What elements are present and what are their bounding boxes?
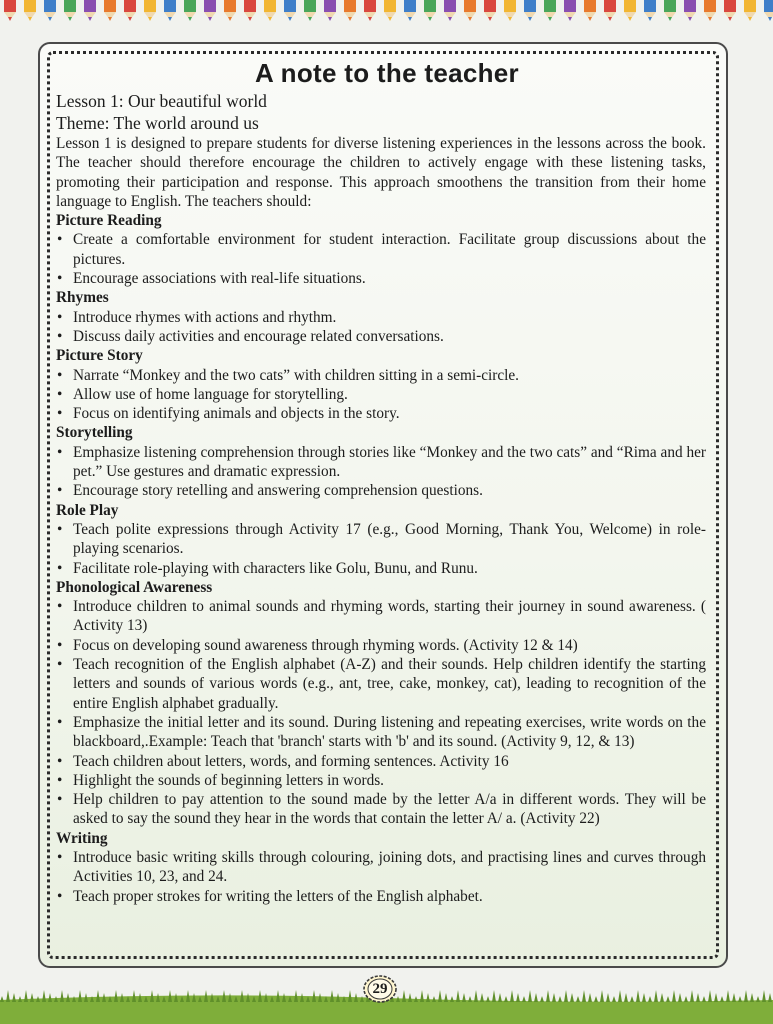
section-heading: Writing <box>56 829 108 847</box>
pencil-icon <box>84 0 96 21</box>
pencil-icon <box>284 0 296 21</box>
pencil-icon <box>564 0 576 21</box>
pencil-icon <box>324 0 336 21</box>
list-item: • Encourage story retelling and answering comprehension questions. <box>56 481 706 500</box>
section-list <box>56 443 706 501</box>
pencil-icon <box>584 0 596 21</box>
section-heading: Picture Reading <box>56 212 162 230</box>
page-title: A note to the teacher <box>255 58 519 88</box>
list-item: • Narrate “Monkey and the two cats” with children sitting in a semi-circle. <box>56 366 706 385</box>
list-item: • Introduce basic writing skills through colouring, joining dots, and practising lines and curves through Activities 10, 23, and 24. <box>56 848 706 887</box>
pencil-icon <box>384 0 396 21</box>
pencil-icon <box>724 0 736 21</box>
pencil-icon <box>104 0 116 21</box>
pencil-icon <box>484 0 496 21</box>
list-item: • Emphasize listening comprehension through stories like “Monkey and the two cats” and “Rima and her pet.” Use gestures and dramatic expression. <box>56 443 706 482</box>
pencil-icon <box>124 0 136 21</box>
list-item: • Introduce children to animal sounds and rhyming words, starting their journey in sound awareness. ( Activity 13) <box>56 597 706 636</box>
section-list <box>56 230 706 288</box>
pencil-icon <box>304 0 316 21</box>
list-item: • Facilitate role-playing with characters like Golu, Bunu, and Runu. <box>56 559 706 578</box>
pencil-icon <box>344 0 356 21</box>
pencil-icon <box>64 0 76 21</box>
section-list <box>56 308 706 347</box>
section-list <box>56 597 706 829</box>
pencil-icon <box>704 0 716 21</box>
section-heading: Storytelling <box>56 424 133 442</box>
pencil-icon <box>664 0 676 21</box>
list-item: • Highlight the sounds of beginning letters in words. <box>56 771 706 790</box>
lesson-theme: Theme: The world around us <box>56 113 259 133</box>
pencil-icon <box>764 0 773 21</box>
pencil-icon <box>444 0 456 21</box>
pencil-icon <box>244 0 256 21</box>
pencil-icon <box>144 0 156 21</box>
pencil-icon <box>464 0 476 21</box>
sections-container <box>56 211 706 906</box>
list-item: • Allow use of home language for storytelling. <box>56 385 706 404</box>
intro-paragraph: Lesson 1 is designed to prepare students for diverse listening experiences in the lessons across the book. The teacher should therefore encourage the children to actively engage with these listening tasks, promoting their participation and response. This approach smoothens the transition from their home language to English. The teachers should: <box>56 135 706 210</box>
section-heading: Role Play <box>56 501 119 519</box>
pencil-icon <box>204 0 216 21</box>
pencil-icon <box>604 0 616 21</box>
page-number: 29 <box>372 980 388 997</box>
list-item: • Teach children about letters, words, and forming sentences. Activity 16 <box>56 752 706 771</box>
list-item: • Create a comfortable environment for student interaction. Facilitate group discussions about the pictures. <box>56 230 706 269</box>
pencil-icon <box>504 0 516 21</box>
note-content <box>56 56 706 906</box>
pencil-icon <box>44 0 56 21</box>
list-item: • Focus on developing sound awareness through rhyming words. (Activity 12 & 14) <box>56 636 706 655</box>
list-item: • Emphasize the initial letter and its sound. During listening and repeating exercises, write words on the blackboard,.Example: Teach that 'branch' starts with 'b' and its sound. (Activity 9, 12, & 13) <box>56 713 706 752</box>
pencil-icon <box>544 0 556 21</box>
pencil-icon <box>164 0 176 21</box>
pencil-border-icon <box>0 0 773 26</box>
list-item: • Teach proper strokes for writing the letters of the English alphabet. <box>56 887 706 906</box>
pencil-icon <box>624 0 636 21</box>
section-list <box>56 848 706 906</box>
pencil-icon <box>404 0 416 21</box>
list-item: • Introduce rhymes with actions and rhythm. <box>56 308 706 327</box>
pencil-icon <box>264 0 276 21</box>
pencil-icon <box>24 0 36 21</box>
pencil-icon <box>644 0 656 21</box>
lesson-title: Lesson 1: Our beautiful world <box>56 91 267 111</box>
list-item: • Focus on identifying animals and objects in the story. <box>56 404 706 423</box>
pencil-icon <box>524 0 536 21</box>
list-item: • Discuss daily activities and encourage related conversations. <box>56 327 706 346</box>
list-item: • Teach recognition of the English alphabet (A-Z) and their sounds. Help children identify the starting letters and sounds of various words (e.g., ant, tree, cake, monkey, cat), leading to recognition of the entire English alphabet gradually. <box>56 655 706 713</box>
section-heading: Rhymes <box>56 289 109 307</box>
pencil-icon <box>4 0 16 21</box>
list-item: • Encourage associations with real-life situations. <box>56 269 706 288</box>
pencil-icon <box>424 0 436 21</box>
section-heading: Phonological Awareness <box>56 578 213 596</box>
pencil-icon <box>744 0 756 21</box>
pencil-icon <box>224 0 236 21</box>
page-number-badge <box>362 974 398 1004</box>
pencil-icon <box>364 0 376 21</box>
pencil-icon <box>184 0 196 21</box>
section-heading: Picture Story <box>56 347 143 365</box>
section-list <box>56 520 706 578</box>
list-item: • Help children to pay attention to the sound made by the letter A/a in different words. They will be asked to say the sound they hear in the words that contain the letter A/ a. (Activity 22) <box>56 790 706 829</box>
list-item: • Teach polite expressions through Activity 17 (e.g., Good Morning, Thank You, Welcome) in role-playing scenarios. <box>56 520 706 559</box>
pencil-border-decoration <box>0 0 773 26</box>
pencil-icon <box>684 0 696 21</box>
section-list <box>56 366 706 424</box>
